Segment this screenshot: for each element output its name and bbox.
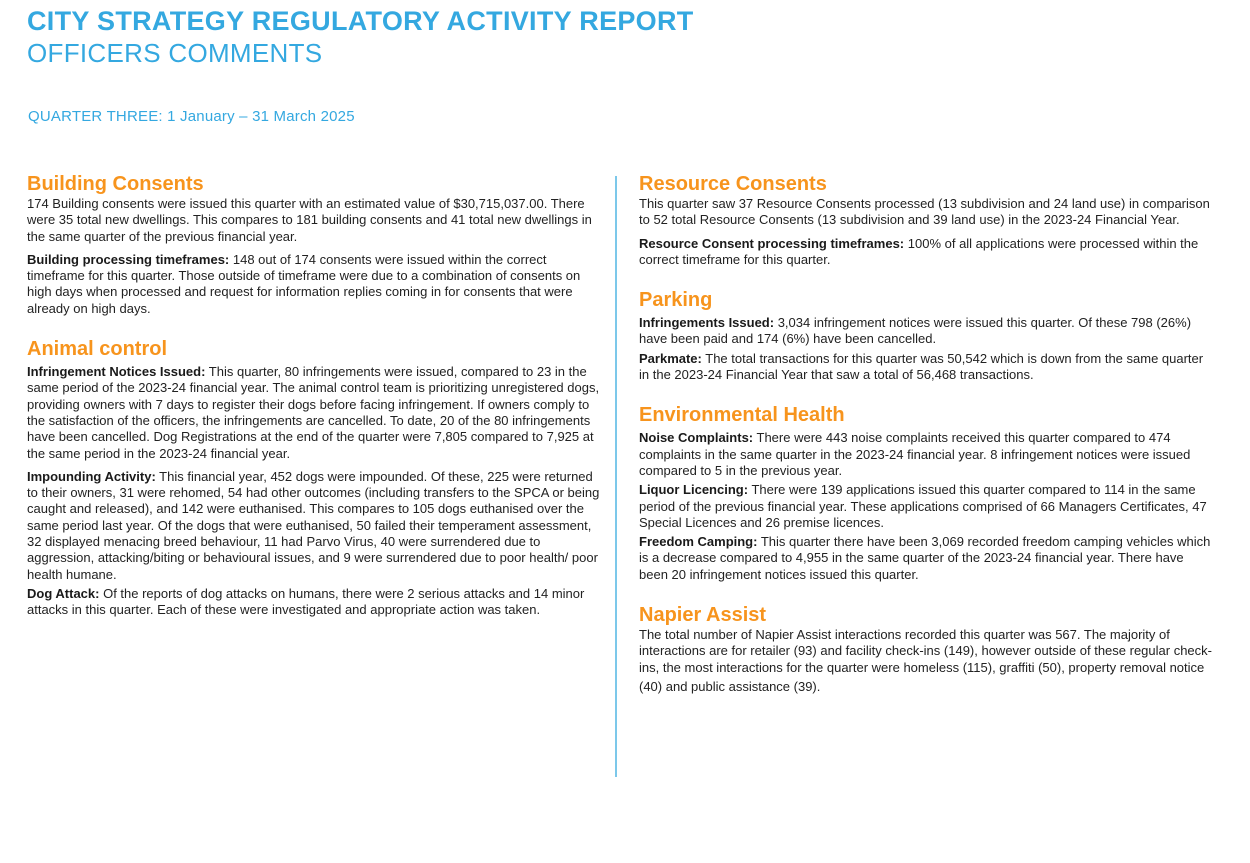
dog-attack-label: Dog Attack: bbox=[27, 585, 100, 601]
parking-infringements-text: 3,034 infringement notices were issued this quarter. Of these 798 (26%) have been paid and 174 (6%) have been cancelled. bbox=[639, 315, 1192, 347]
section-animal-control bbox=[27, 337, 602, 618]
building-timeframes-label: Building processing timeframes: bbox=[27, 251, 230, 267]
noise-complaints-label: Noise Complaints: bbox=[639, 430, 754, 446]
parkmate-paragraph bbox=[639, 351, 1214, 384]
left-column bbox=[27, 172, 602, 619]
section-parking bbox=[639, 288, 1214, 383]
column-divider bbox=[615, 176, 617, 777]
resource-consents-summary: This quarter saw 37 Resource Consents processed (13 subdivision and 24 land use) in comparison to 52 total Resource Consents (13 subdivision and 39 land use) in the 2023-24 Financial Year. bbox=[639, 196, 1210, 228]
building-timeframes-text: 148 out of 174 consents were issued within the correct timeframe for this quarter. Those outside of timeframe were due to a combination of consents on high days when processed and request for information replies coming in for consents that were already on high days. bbox=[27, 251, 581, 316]
resource-timeframes-label: Resource Consent processing timeframes: bbox=[639, 235, 905, 251]
section-resource-consents bbox=[639, 172, 1214, 268]
infringement-notices-paragraph bbox=[27, 364, 602, 462]
impounding-text: This financial year, 452 dogs were impounded. Of these, 225 were returned to their owners, 31 were rehomed, 54 had other outcomes (including transfers to the SPCA or being caught and released), and 142 were euthanised. This compares to 105 dogs euthanised over the same period last year. Of the dogs that were euthanised, 50 failed their temperament assessment, 32 displayed menacing breed behaviour, 11 had Parvo Virus, 40 were surrendered due to aggression, attacking/biting or behavioural issues, and 9 were surrendered due to poor health/ poor health humane. bbox=[27, 468, 600, 582]
liquor-licencing-paragraph bbox=[639, 482, 1214, 531]
impounding-paragraph bbox=[27, 469, 602, 583]
building-timeframes-paragraph bbox=[27, 252, 602, 317]
parkmate-label: Parkmate: bbox=[639, 350, 702, 366]
napier-assist-summary: The total number of Napier Assist interactions recorded this quarter was 567. The majority of interactions are for retailer (93) and facility check-ins (149), however outside of these regular check- ins, the most interactions for the quarter were homeless (115), graffiti (50), property removal notice bbox=[639, 627, 1212, 675]
parking-infringements-label: Infringements Issued: bbox=[639, 315, 775, 331]
environmental-health-heading: Environmental Health bbox=[639, 404, 845, 427]
animal-control-heading: Animal control bbox=[27, 338, 168, 361]
freedom-camping-text: This quarter there have been 3,069 recorded freedom camping vehicles which is a decrease compared to 4,955 in the same quarter of the 2023-24 financial year. There have been 20 infringement notices issued this quarter. bbox=[639, 534, 1211, 582]
building-consents-summary: 174 Building consents were issued this quarter with an estimated value of $30,715,037.00. There were 35 total new dwellings. This compares to 181 building consents and 41 total new dwellings in the same quarter of the previous financial year. bbox=[27, 196, 592, 244]
resource-timeframes-text: 100% of all applications were processed within the correct timeframe for this quarter. bbox=[639, 235, 1199, 267]
report-subtitle: OFFICERS COMMENTS bbox=[27, 38, 323, 68]
dog-attack-paragraph bbox=[27, 586, 602, 619]
napier-assist-summary-cont: (40) and public assistance (39). bbox=[639, 678, 821, 694]
liquor-licencing-text: There were 139 applications issued this quarter compared to 114 in the same period of the previous financial year. These applications comprised of 66 Managers Certificates, 47 Special Licences and 26 premise licences. bbox=[639, 482, 1207, 530]
building-consents-heading: Building Consents bbox=[27, 173, 204, 195]
parking-heading: Parking bbox=[639, 289, 713, 312]
infringement-notices-text: This quarter, 80 infringements were issued, compared to 23 in the same period of the 2023-24 financial year. The animal control team is prioritizing unregistered dogs, providing owners with 7 days to register their dogs before facing infringement. If owners comply to the satisfaction of the officers, the infringements are cancelled. To date, 20 of the 80 infringements have been cancelled. Dog Registrations at the end of the quarter were 7,805 compared to 7,925 at the same period in the 2023-24 financial year. bbox=[27, 364, 600, 461]
section-environmental-health bbox=[639, 403, 1214, 583]
impounding-label: Impounding Activity: bbox=[27, 468, 156, 484]
freedom-camping-paragraph bbox=[639, 534, 1214, 583]
resource-timeframes-paragraph bbox=[639, 236, 1214, 269]
resource-consents-heading: Resource Consents bbox=[639, 173, 827, 195]
napier-assist-heading: Napier Assist bbox=[639, 604, 767, 627]
parking-infringements-paragraph bbox=[639, 315, 1214, 348]
dog-attack-text: Of the reports of dog attacks on humans, there were 2 serious attacks and 14 minor attacks in this quarter. Each of these were investigated and appropriate action was taken. bbox=[27, 585, 585, 618]
quarter-label: QUARTER THREE: 1 January – 31 March 2025 bbox=[28, 108, 355, 125]
right-column bbox=[639, 172, 1214, 695]
freedom-camping-label: Freedom Camping: bbox=[639, 534, 758, 550]
noise-complaints-paragraph bbox=[639, 430, 1214, 479]
report-title: CITY STRATEGY REGULATORY ACTIVITY REPORT bbox=[27, 6, 694, 36]
section-napier-assist bbox=[639, 603, 1214, 695]
noise-complaints-text: There were 443 noise complaints received this quarter compared to 474 complaints in the same quarter in the 2023-24 financial year. 8 infringement notices were issued compared to 5 in the previous year. bbox=[639, 430, 1191, 478]
section-building-consents bbox=[27, 172, 602, 317]
infringement-notices-label: Infringement Notices Issued: bbox=[27, 364, 206, 380]
parkmate-text: The total transactions for this quarter was 50,542 which is down from the same quarter in the 2023-24 Financial Year that saw a total of 56,468 transactions. bbox=[639, 350, 1204, 383]
liquor-licencing-label: Liquor Licencing: bbox=[639, 482, 749, 498]
